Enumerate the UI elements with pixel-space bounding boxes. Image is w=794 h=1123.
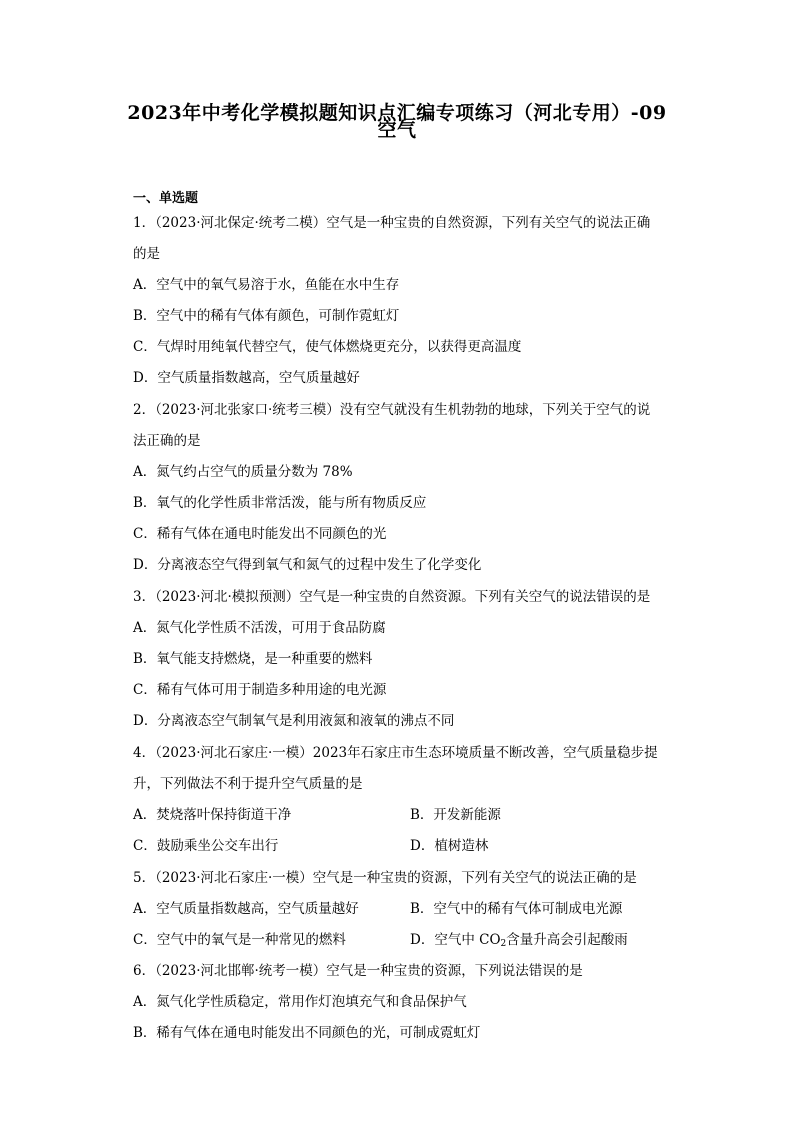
q4-option-b: B．开发新能源: [410, 807, 501, 823]
q2-option-b: B．氧气的化学性质非常活泼，能与所有物质反应: [133, 495, 427, 511]
q5-option-d-subscript: 2: [500, 939, 507, 949]
document-title-topic: 空气: [377, 119, 417, 141]
q5-option-b: B．空气中的稀有气体可制成电光源: [410, 901, 623, 917]
q2-stem-line2: 法正确的是: [133, 433, 201, 449]
document-title-line2: [0, 115, 794, 142]
q5-stem-line1: 5．（2023·河北石家庄·一模）空气是一种宝贵的资源，下列有关空气的说法正确的是: [133, 870, 637, 886]
q4-option-d: D．植树造林: [410, 838, 489, 854]
q3-option-c: C．稀有气体可用于制造多种用途的电光源: [133, 682, 387, 698]
q1-option-c: C．气焊时用纯氧代替空气，使气体燃烧更充分，以获得更高温度: [133, 339, 522, 355]
q3-option-d: D．分离液态空气制氧气是利用液氮和液氧的沸点不同: [133, 713, 455, 729]
q4-option-c: C．鼓励乘坐公交车出行: [133, 838, 279, 854]
q5-option-c: C．空气中的氧气是一种常见的燃料: [133, 932, 346, 948]
q2-option-d: D．分离液态空气得到氧气和氮气的过程中发生了化学变化: [133, 557, 482, 573]
section-heading: 一、单选题: [133, 191, 199, 206]
q1-option-d: D．空气质量指数越高，空气质量越好: [133, 370, 360, 386]
q4-option-a: A．焚烧落叶保持街道干净: [133, 807, 292, 823]
q5-option-a: A．空气质量指数越高，空气质量越好: [133, 901, 359, 917]
q2-option-c: C．稀有气体在通电时能发出不同颜色的光: [133, 526, 387, 542]
q1-stem-line1: 1．（2023·河北保定·统考二模）空气是一种宝贵的自然资源，下列有关空气的说法正确: [133, 215, 651, 231]
q3-option-b: B．氧气能支持燃烧，是一种重要的燃料: [133, 651, 373, 667]
q2-stem-line1: 2．（2023·河北张家口·统考三模）没有空气就没有生机勃勃的地球，下列关于空气的说: [133, 402, 651, 418]
q6-option-a: A．氮气化学性质稳定，常用作灯泡填充气和食品保护气: [133, 994, 467, 1010]
q5-option-d-text-post: 含量升高会引起酸雨: [506, 932, 628, 948]
q2-option-a: A．氮气约占空气的质量分数为 78%: [133, 464, 353, 480]
q5-option-d: [410, 932, 628, 952]
q3-option-a: A．氮气化学性质不活泼，可用于食品防腐: [133, 620, 386, 636]
q4-stem-line2: 升，下列做法不利于提升空气质量的是: [133, 776, 363, 792]
q4-stem-line1: 4．（2023·河北石家庄·一模）2023年石家庄市生态环境质量不断改善，空气质量稳步提: [133, 745, 658, 761]
document-title-line1: 2023年中考化学模拟题知识点汇编专项练习（河北专用）-09: [127, 102, 667, 124]
q5-option-d-text-pre: D．空气中 CO: [410, 932, 501, 948]
q1-stem-line2: 的是: [133, 246, 160, 262]
q1-option-b: B．空气中的稀有气体有颜色，可制作霓虹灯: [133, 308, 400, 324]
q3-stem-line1: 3．（2023·河北·模拟预测）空气是一种宝贵的自然资源。下列有关空气的说法错误的是: [133, 589, 651, 605]
q6-option-b: B．稀有气体在通电时能发出不同颜色的光，可制成霓虹灯: [133, 1025, 481, 1041]
q6-stem-line1: 6．（2023·河北邯郸·统考一模）空气是一种宝贵的资源，下列说法错误的是: [133, 963, 583, 979]
q1-option-a: A．空气中的氧气易溶于水，鱼能在水中生存: [133, 277, 400, 293]
